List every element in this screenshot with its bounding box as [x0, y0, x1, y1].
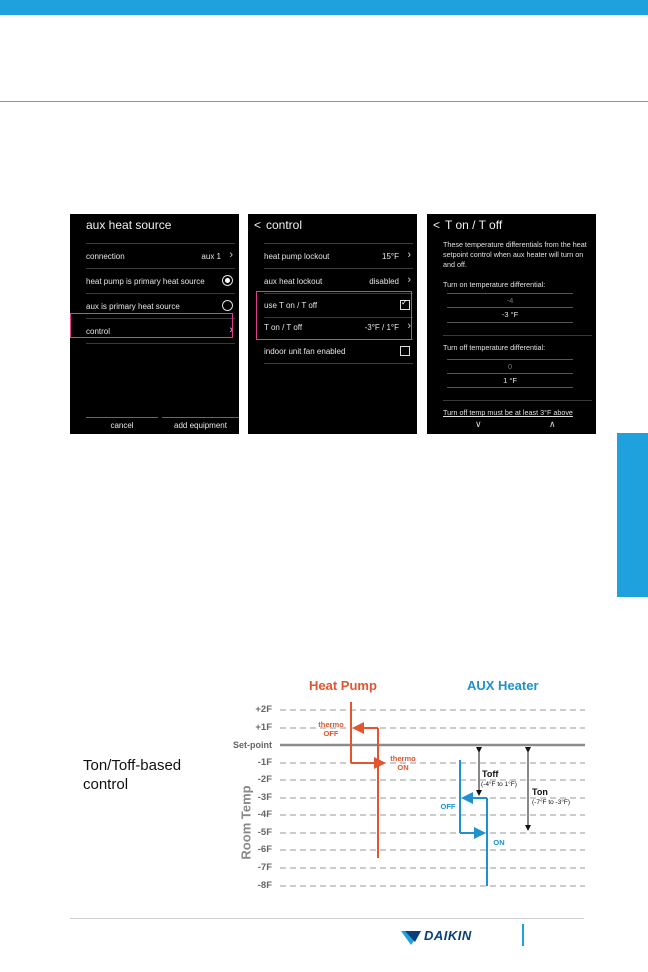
row-label: indoor unit fan enabled — [264, 347, 346, 356]
row-label: aux is primary heat source — [86, 302, 180, 311]
chevron-up-icon[interactable]: ∧ — [549, 419, 556, 429]
turn-on-picker-value[interactable]: -3 °F — [501, 310, 519, 319]
y-tick-label: +1F — [255, 722, 272, 733]
y-tick-label: -6F — [257, 844, 272, 855]
ton-label: Ton — [532, 787, 548, 797]
row-label: aux heat lockout — [264, 277, 323, 286]
description-text: These temperature differentials from the heat setpoint control when aux heater will turn on and off. — [443, 240, 587, 269]
turn-off-label: Turn off temperature differential: — [443, 343, 546, 352]
y-tick-label: +2F — [255, 704, 272, 715]
chevron-right-icon: › — [407, 249, 411, 261]
footer-divider — [70, 918, 584, 919]
row-label: heat pump lockout — [264, 252, 330, 261]
chevron-right-icon: › — [407, 320, 411, 332]
y-tick-label: -1F — [257, 757, 272, 768]
heat-pump-title: Heat Pump — [309, 678, 377, 693]
diagram-side-label-line1: Ton/Toff-based — [83, 757, 182, 774]
diagram-side-label-line2: control — [83, 776, 129, 793]
footer-accent-bar — [522, 924, 524, 946]
screen-title: aux heat source — [86, 218, 172, 232]
thermo-off-line2: OFF — [323, 729, 339, 738]
row-value: -3°F / 1°F — [364, 323, 399, 332]
row-value: aux 1 — [201, 252, 221, 261]
thermo-off-line1: thermo — [318, 720, 344, 729]
screen-title: control — [266, 218, 303, 232]
row-label: use T on / T off — [264, 301, 318, 310]
chevron-right-icon: › — [407, 274, 411, 286]
row-label: T on / T off — [264, 323, 303, 332]
y-tick-label: -3F — [257, 792, 272, 803]
row-label: heat pump is primary heat source — [86, 277, 205, 286]
constraint-note: Turn off temp must be at least 3°F above — [443, 408, 573, 417]
thermo-off-annotation — [314, 720, 348, 738]
picker-previous-value[interactable]: -4 — [506, 296, 514, 305]
daikin-logo-text: DAIKIN — [424, 928, 472, 943]
thermo-on-line2: ON — [397, 763, 409, 772]
thermo-on-line1: thermo — [390, 754, 416, 763]
row-label: connection — [86, 252, 125, 261]
turn-on-label: Turn on temperature differential: — [443, 280, 546, 289]
back-chevron-icon[interactable]: < — [254, 218, 262, 232]
add-equipment-button[interactable]: add equipment — [162, 417, 239, 434]
y-tick-label: -2F — [257, 774, 272, 785]
aux-off-annotation: OFF — [438, 802, 458, 811]
thermo-on-annotation — [384, 754, 422, 772]
row-value: 15°F — [382, 252, 399, 261]
row-value: disabled — [369, 277, 399, 286]
y-tick-label: -5F — [257, 827, 272, 838]
turn-off-picker-value[interactable]: 1 °F — [503, 376, 517, 385]
chevron-right-icon: › — [229, 324, 233, 336]
y-tick-label: -4F — [257, 809, 272, 820]
aux-heater-title: AUX Heater — [467, 678, 539, 693]
screen-title: T on / T off — [445, 218, 503, 232]
toff-label: Toff — [482, 769, 499, 779]
picker-previous-value[interactable]: 0 — [507, 362, 513, 371]
ton-range: (-7°F to -3°F) — [532, 799, 571, 806]
toff-range: (-4°F to 1°F) — [481, 781, 517, 788]
chevron-down-icon[interactable]: ∨ — [475, 419, 482, 429]
y-tick-label: Set-point — [233, 740, 272, 750]
y-axis-label: Room Temp — [238, 785, 254, 860]
back-chevron-icon[interactable]: < — [433, 218, 441, 232]
y-tick-label: -8F — [257, 880, 272, 891]
chevron-right-icon: › — [229, 249, 233, 261]
aux-on-annotation: ON — [493, 838, 505, 847]
row-label: control — [86, 327, 111, 336]
y-tick-label: -7F — [257, 862, 272, 873]
cancel-button[interactable]: cancel — [86, 417, 158, 434]
